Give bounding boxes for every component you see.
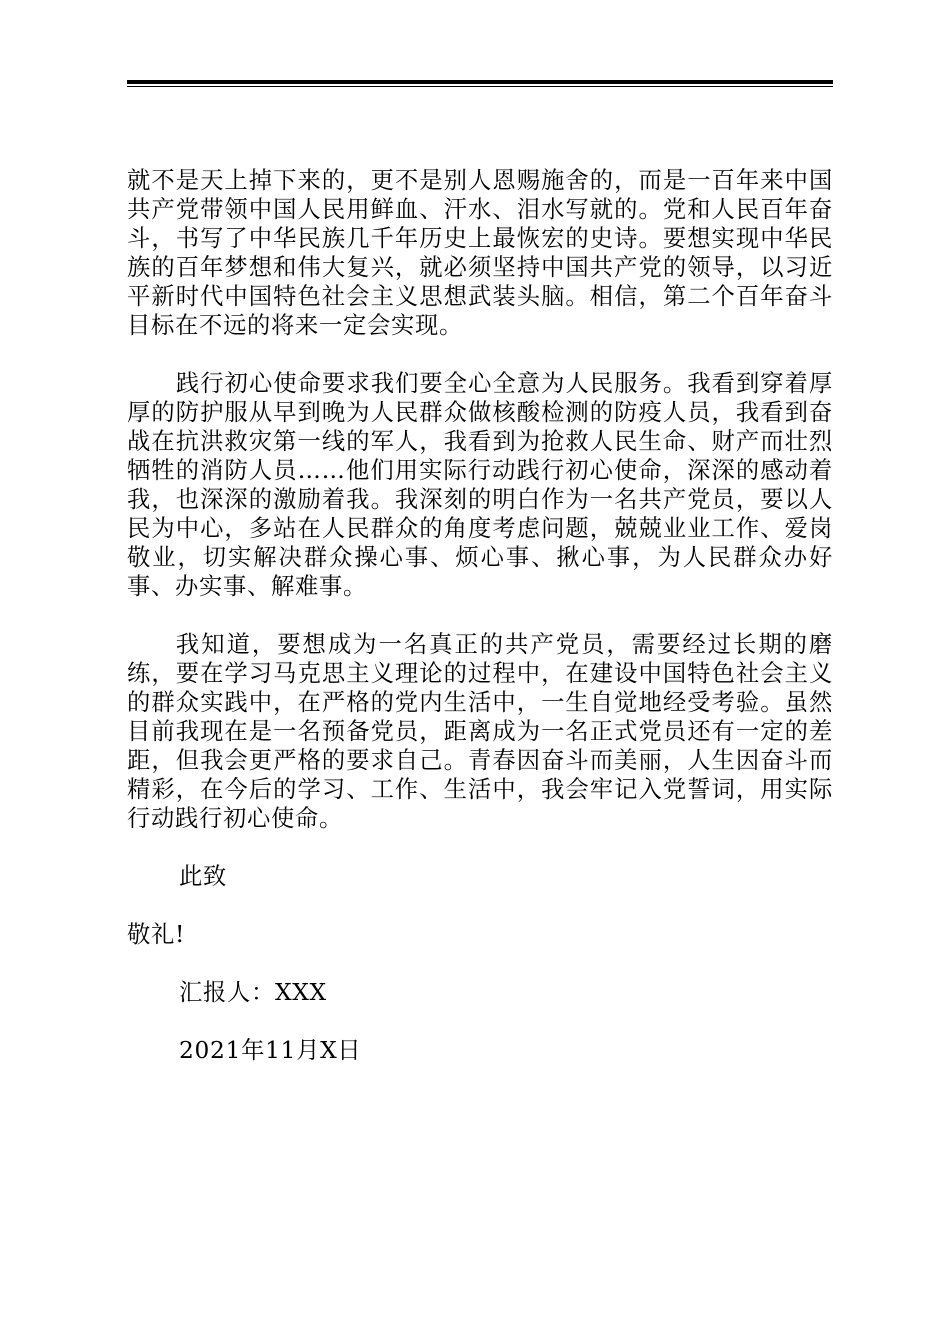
header-rule xyxy=(127,80,833,87)
paragraph-serve-people: 践行初心使命要求我们要全心全意为人民服务。我看到穿着厚厚的防护服从早到晚为人民群众做核酸检测的防疫人员，我看到奋战在抗洪救灾第一线的军人，我看到为抢救人民生命、财产而壮烈牺牲的消防人员……他们用实际行动践行初心使命，深深的感动着我，也深深的激励着我。我深刻的明白作为一名共产党员，要以人民为中心，多站在人民群众的角度考虑问题，兢兢业业工作、爱岗敬业，切实解决群众操心事、烦心事、揪心事，为人民群众办好事、办实事、解难事。 xyxy=(127,370,833,600)
salutation: 敬礼! xyxy=(127,921,186,948)
paragraph-become-true-member: 我知道，要想成为一名真正的共产党员，需要经过长期的磨练，要在学习马克思主义理论的过程中，在建设中国特色社会主义的群众实践中，在严格的党内生活中，一生自觉地经受考验。虽然目前我现在是一名预备党员，距离成为一名正式党员还有一定的差距，但我会更严格的要求自己。青春因奋斗而美丽，人生因奋斗而精彩，在今后的学习、工作、生活中，我会牢记入党誓词，用实际行动践行初心使命。 xyxy=(127,631,833,832)
reporter-signature: 汇报人：XXX xyxy=(179,979,327,1006)
header-rule-thin-line xyxy=(127,86,833,87)
header-rule-thick-line xyxy=(127,80,833,84)
closing-phrase: 此致 xyxy=(179,863,227,890)
paragraph-continuation: 就不是天上掉下来的，更不是别人恩赐施舍的，而是一百年来中国共产党带领中国人民用鲜血、汗水、泪水写就的。党和人民百年奋斗，书写了中华民族几千年历史上最恢宏的史诗。要想实现中华民族的百年梦想和伟大复兴，就必须坚持中国共产党的领导，以习近平新时代中国特色社会主义思想武装头脑。相信，第二个百年奋斗目标在不远的将来一定会实现。 xyxy=(127,167,833,339)
report-date: 2021年11月X日 xyxy=(179,1037,362,1064)
document-body xyxy=(127,166,833,1094)
